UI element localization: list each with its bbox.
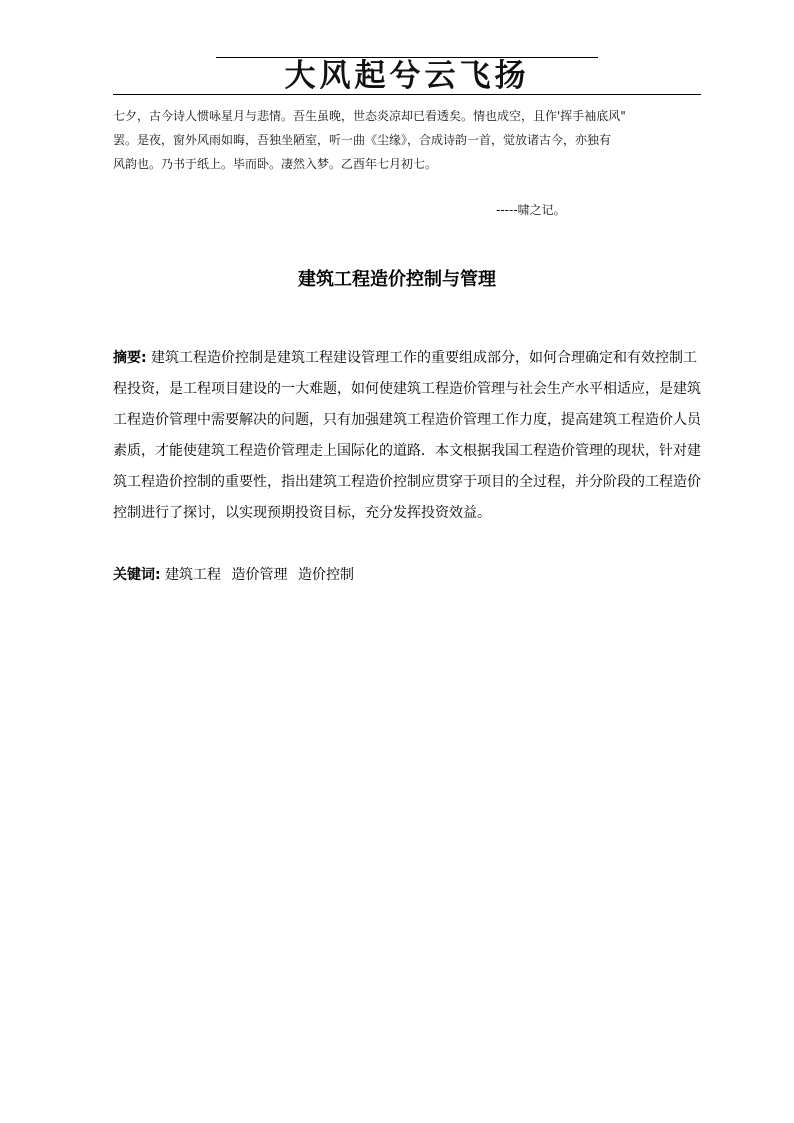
keyword-item: 造价控制 bbox=[297, 567, 354, 583]
document-title: 建筑工程造价控制与管理 bbox=[298, 269, 496, 290]
abstract-label: 摘要: bbox=[113, 350, 147, 366]
header-calligraphy-title: 大风起兮云飞扬 bbox=[284, 58, 530, 94]
keywords-line bbox=[113, 563, 705, 587]
intro-signature: -----啸之记。 bbox=[496, 203, 566, 217]
abstract-text: 建筑工程造价控制是建筑工程建设管理工作的重要组成部分，如何合理确定和有效控制工程投资，是工程项目建设的一大难题，如何使建筑工程造价管理与社会生产水平相适应，是建筑工程造价管理中需要解决的问题，只有加强建筑工程造价管理工作力度，提高建筑工程造价人员素质，才能使建筑工程造价管理走上国际化的道路．本文根据我国工程造价管理的现状，针对建筑工程造价控制的重要性，指出建筑工程造价控制应贯穿于项目的全过程，并分阶段的工程造价控制进行了探讨，以实现预期投资目标，充分发挥投资效益。 bbox=[113, 350, 701, 521]
keyword-item: 造价管理 bbox=[231, 567, 288, 583]
intro-paragraph: 七夕，古今诗人惯咏星月与悲情。吾生虽晚，世态炎凉却已看透矣。情也成空，且作'挥手袖底风" 罢。是夜，窗外风雨如晦，吾独坐陋室，听一曲《尘缘》，合成诗韵一首，觉放诸古今，亦独有 风韵也。乃书于纸上。毕而卧。凄然入梦。乙酉年七月初七。 bbox=[113, 109, 626, 171]
keyword-item: 建筑工程 bbox=[165, 567, 222, 583]
keywords-label: 关键词: bbox=[113, 567, 161, 583]
header-bottom-rule bbox=[113, 94, 701, 95]
abstract-paragraph bbox=[113, 343, 705, 529]
